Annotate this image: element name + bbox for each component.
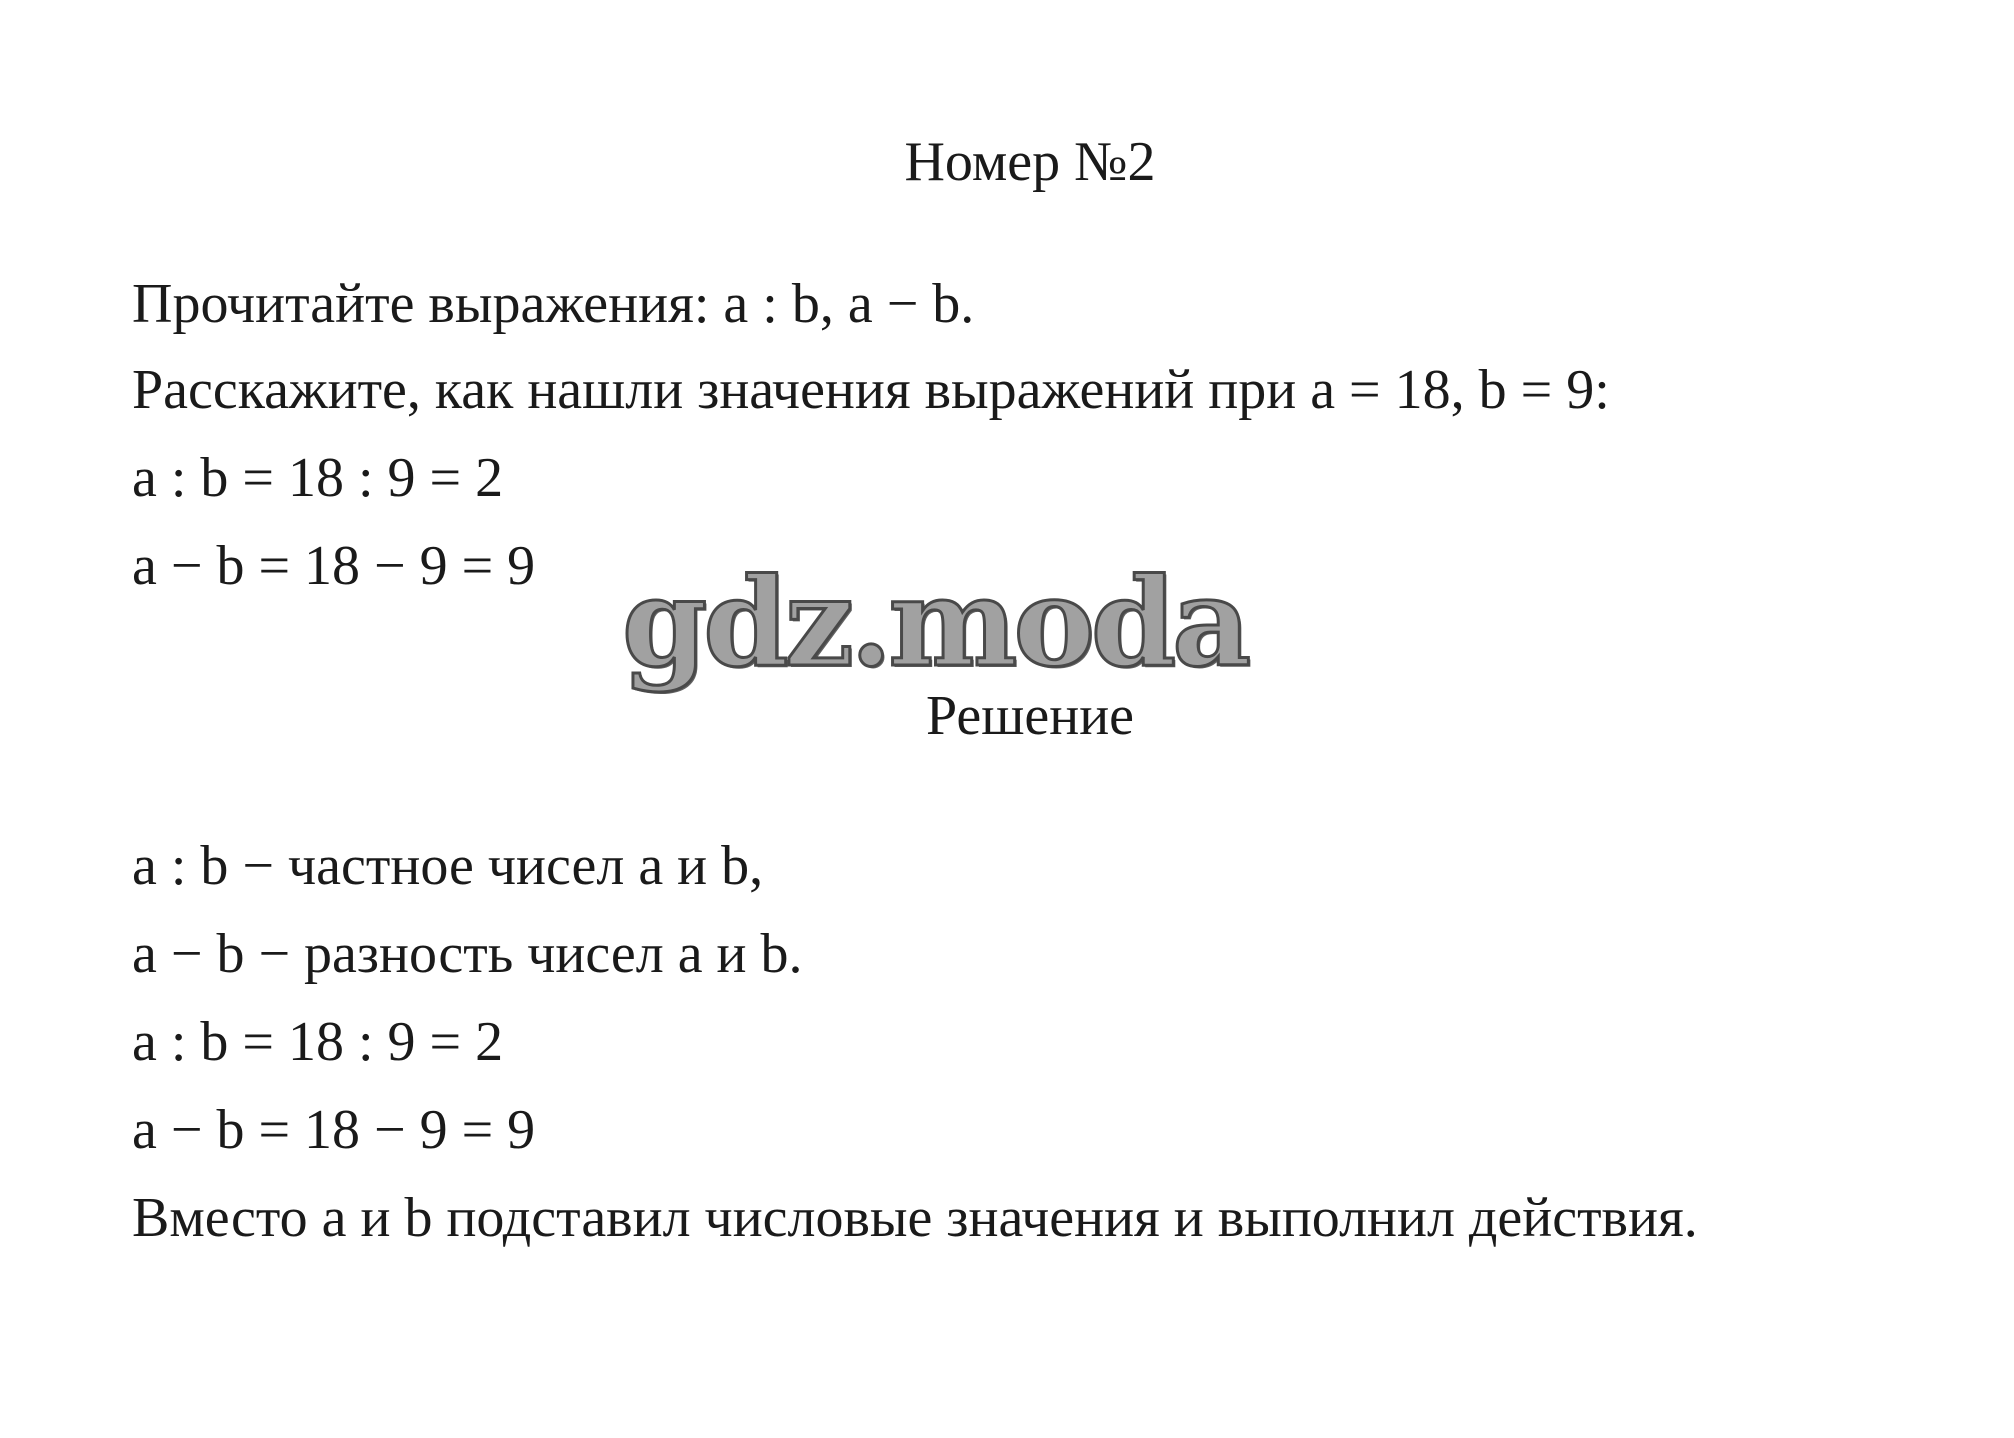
solution-line-3: a : b = 18 : 9 = 2: [132, 1011, 504, 1073]
task-line-3: a : b = 18 : 9 = 2: [132, 447, 504, 509]
solution-title: Решение: [925, 685, 1135, 747]
solution-line-2: a − b − разность чисел a и b.: [132, 923, 803, 985]
solution-line-5: Вместо a и b подставил числовые значения и выполнил действия.: [132, 1187, 1698, 1249]
page-title: Номер №2: [904, 131, 1156, 193]
solution-line-1: a : b − частное чисел a и b,: [132, 835, 764, 897]
task-line-1: Прочитайте выражения: a : b, a − b.: [132, 273, 975, 335]
watermark-logo: gdz.moda: [622, 550, 1248, 694]
solution-line-4: a − b = 18 − 9 = 9: [132, 1099, 536, 1161]
task-line-2: Расскажите, как нашли значения выражений при a = 18, b = 9:: [132, 359, 1610, 421]
task-line-4: a − b = 18 − 9 = 9: [132, 535, 536, 597]
